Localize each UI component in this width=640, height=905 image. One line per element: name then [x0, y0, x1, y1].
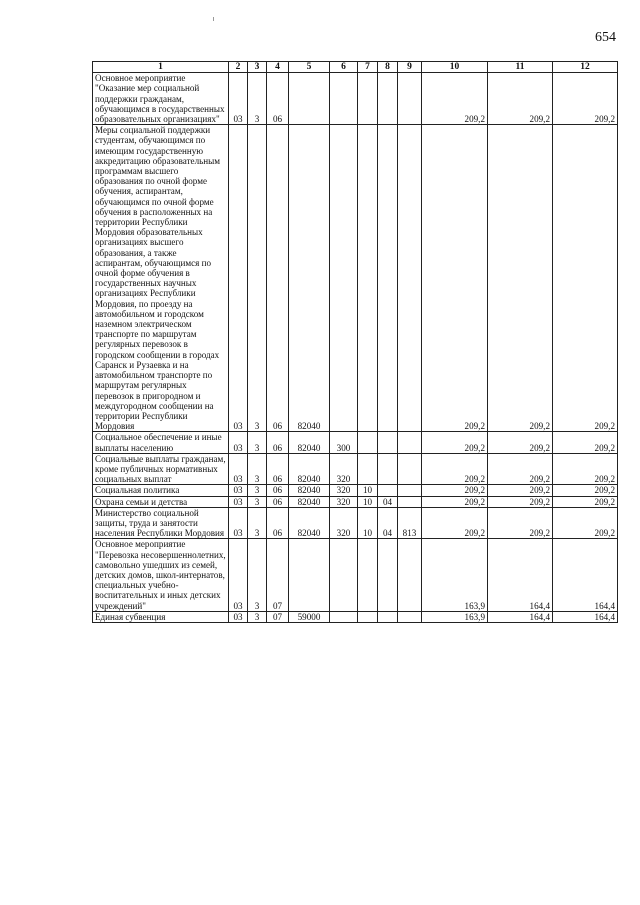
row-name-cell: Основное мероприятие "Перевозка несовершеннолетних, самовольно ушедших из семей, детских домов, школ-интернатов, специальных учебно-воспитательных и иных детских учреждений" [93, 539, 229, 611]
value-cell [398, 73, 422, 125]
value-cell: 06 [267, 453, 289, 485]
value-cell: 03 [229, 611, 248, 622]
value-cell: 3 [248, 611, 267, 622]
value-cell [330, 125, 358, 432]
value-cell: 209,2 [488, 432, 553, 453]
value-cell: 3 [248, 453, 267, 485]
value-cell: 209,2 [422, 125, 488, 432]
value-cell [378, 125, 398, 432]
row-name-cell: Меры социальной поддержки студентам, обучающимся по имеющим государственную аккредитацию образовательным программам высшего образования по очной форме обучения, аспирантам, обучающимся по очной форме обучения в расположенных на территории Республики Мордовия образовательных организациях высшего образования, а также аспирантам, обучающимся по очной форме обучения в государственных научных организациях Республики Мордовия, по проезду на автомобильном и городском наземном электрическом транспорте по маршрутам регулярных перевозок в городском сообщении в городах Саранск и Рузаевка и на автомобильном транспорте по маршрутам регулярных перевозок в пригородном и междугородном сообщении на территории Республики Мордовия [93, 125, 229, 432]
value-cell: 3 [248, 496, 267, 507]
value-cell: 209,2 [488, 507, 553, 539]
value-cell: 04 [378, 496, 398, 507]
value-cell: 3 [248, 73, 267, 125]
value-cell: 209,2 [553, 496, 618, 507]
value-cell: 10 [358, 507, 378, 539]
value-cell: 209,2 [422, 73, 488, 125]
value-cell: 06 [267, 507, 289, 539]
value-cell: 3 [248, 507, 267, 539]
value-cell: 03 [229, 485, 248, 496]
row-name-cell: Основное мероприятие "Оказание мер социальной поддержки гражданам, обучающимся в государственных образовательных организациях" [93, 73, 229, 125]
table-row [93, 453, 618, 485]
value-cell: 209,2 [422, 485, 488, 496]
value-cell: 209,2 [422, 432, 488, 453]
row-name-cell: Социальные выплаты гражданам, кроме публичных нормативных социальных выплат [93, 453, 229, 485]
value-cell: 07 [267, 539, 289, 611]
budget-table [92, 61, 618, 623]
value-cell [358, 453, 378, 485]
value-cell [398, 485, 422, 496]
table-row [93, 611, 618, 622]
value-cell [378, 453, 398, 485]
value-cell: 164,4 [488, 611, 553, 622]
value-cell [398, 125, 422, 432]
value-cell: 209,2 [553, 485, 618, 496]
budget-table-container [92, 61, 617, 623]
header-row [93, 62, 618, 73]
table-row [93, 485, 618, 496]
table-row [93, 496, 618, 507]
value-cell [358, 539, 378, 611]
value-cell: 06 [267, 73, 289, 125]
value-cell: 209,2 [422, 496, 488, 507]
value-cell: 164,4 [488, 539, 553, 611]
value-cell: 320 [330, 507, 358, 539]
value-cell [330, 73, 358, 125]
value-cell [330, 611, 358, 622]
value-cell [378, 432, 398, 453]
table-row [93, 73, 618, 125]
value-cell: 209,2 [553, 73, 618, 125]
col-header: 4 [267, 62, 289, 73]
col-header: 11 [488, 62, 553, 73]
table-row [93, 539, 618, 611]
value-cell: 82040 [289, 453, 330, 485]
value-cell: 209,2 [422, 453, 488, 485]
table-row [93, 432, 618, 453]
value-cell [378, 539, 398, 611]
col-header: 3 [248, 62, 267, 73]
page-number: 654 [595, 30, 616, 45]
value-cell [398, 432, 422, 453]
value-cell: 06 [267, 485, 289, 496]
value-cell: 209,2 [553, 507, 618, 539]
value-cell: 209,2 [488, 73, 553, 125]
value-cell: 164,4 [553, 611, 618, 622]
value-cell: 06 [267, 496, 289, 507]
value-cell [358, 611, 378, 622]
value-cell: 07 [267, 611, 289, 622]
value-cell: 06 [267, 125, 289, 432]
col-header: 12 [553, 62, 618, 73]
value-cell [330, 539, 358, 611]
value-cell: 300 [330, 432, 358, 453]
col-header: 10 [422, 62, 488, 73]
value-cell: 03 [229, 125, 248, 432]
table-body [93, 73, 618, 623]
value-cell: 209,2 [553, 125, 618, 432]
value-cell: 82040 [289, 432, 330, 453]
row-name-cell: Министерство социальной защиты, труда и занятости населения Республики Мордовия [93, 507, 229, 539]
value-cell: 209,2 [488, 453, 553, 485]
value-cell: 03 [229, 432, 248, 453]
value-cell: 209,2 [553, 453, 618, 485]
value-cell [358, 73, 378, 125]
col-header: 1 [93, 62, 229, 73]
row-name-cell: Социальное обеспечение и иные выплаты населению [93, 432, 229, 453]
value-cell: 209,2 [488, 485, 553, 496]
col-header: 7 [358, 62, 378, 73]
value-cell: 03 [229, 453, 248, 485]
value-cell: 82040 [289, 125, 330, 432]
value-cell [398, 453, 422, 485]
value-cell: 3 [248, 432, 267, 453]
value-cell: 10 [358, 485, 378, 496]
table-row [93, 125, 618, 432]
col-header: 6 [330, 62, 358, 73]
value-cell: 03 [229, 73, 248, 125]
value-cell: 82040 [289, 496, 330, 507]
row-name-cell: Охрана семьи и детства [93, 496, 229, 507]
value-cell: 03 [229, 539, 248, 611]
value-cell: 82040 [289, 485, 330, 496]
value-cell: 3 [248, 539, 267, 611]
value-cell [398, 539, 422, 611]
value-cell: 03 [229, 496, 248, 507]
table-row [93, 507, 618, 539]
scan-speck [213, 17, 214, 21]
value-cell [398, 496, 422, 507]
col-header: 5 [289, 62, 330, 73]
value-cell: 3 [248, 485, 267, 496]
value-cell [358, 125, 378, 432]
col-header: 8 [378, 62, 398, 73]
value-cell: 813 [398, 507, 422, 539]
value-cell: 03 [229, 507, 248, 539]
value-cell: 320 [330, 453, 358, 485]
value-cell: 163,9 [422, 611, 488, 622]
value-cell: 209,2 [488, 125, 553, 432]
row-name-cell: Единая субвенция [93, 611, 229, 622]
col-header: 9 [398, 62, 422, 73]
value-cell [398, 611, 422, 622]
value-cell: 3 [248, 125, 267, 432]
value-cell: 82040 [289, 507, 330, 539]
value-cell: 209,2 [488, 496, 553, 507]
value-cell: 04 [378, 507, 398, 539]
value-cell: 59000 [289, 611, 330, 622]
row-name-cell: Социальная политика [93, 485, 229, 496]
value-cell [378, 611, 398, 622]
value-cell: 164,4 [553, 539, 618, 611]
value-cell: 209,2 [553, 432, 618, 453]
value-cell: 163,9 [422, 539, 488, 611]
col-header: 2 [229, 62, 248, 73]
value-cell [378, 485, 398, 496]
value-cell: 320 [330, 496, 358, 507]
value-cell [289, 539, 330, 611]
value-cell: 10 [358, 496, 378, 507]
value-cell: 06 [267, 432, 289, 453]
value-cell [358, 432, 378, 453]
value-cell [289, 73, 330, 125]
value-cell: 320 [330, 485, 358, 496]
value-cell [378, 73, 398, 125]
value-cell: 209,2 [422, 507, 488, 539]
